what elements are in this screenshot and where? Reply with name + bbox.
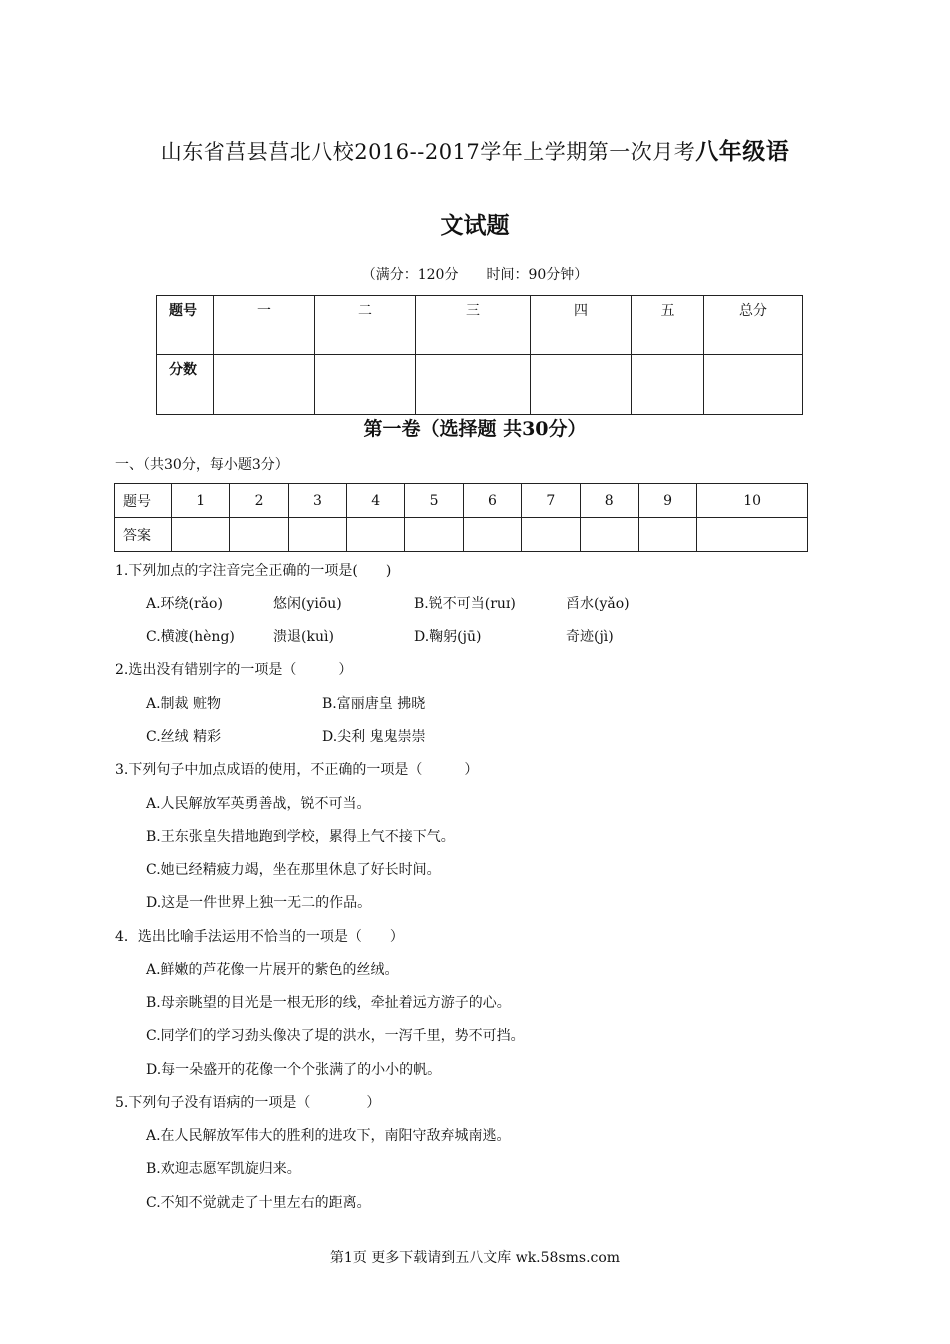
answer-cell xyxy=(522,518,580,552)
q2-option: B.富丽唐皇 拂晓 xyxy=(322,696,426,712)
part-heading: 一、（共30分，每小题3分） xyxy=(115,457,289,473)
answer-table-number-row xyxy=(115,484,808,518)
score-cell xyxy=(315,355,416,415)
score-table-header-row xyxy=(157,296,803,355)
exam-title-line2: 文试题 xyxy=(440,212,510,239)
answer-row1-label: 题号 xyxy=(115,484,172,518)
q1-option: 奇迹(jì) xyxy=(566,629,614,645)
q5-option: A.在人民解放军伟大的胜利的进攻下，南阳守敌弃城南逃。 xyxy=(146,1128,511,1144)
q5-option: C.不知不觉就走了十里左右的距离。 xyxy=(146,1195,371,1211)
score-col: 总分 xyxy=(704,296,803,355)
score-col: 三 xyxy=(416,296,531,355)
answer-number: 2 xyxy=(230,484,288,518)
score-col: 五 xyxy=(632,296,704,355)
answer-table-answer-row xyxy=(115,518,808,552)
q2-option: D.尖利 鬼鬼崇崇 xyxy=(322,729,426,745)
q2-option: A.制裁 赃物 xyxy=(146,696,222,712)
answer-cell xyxy=(230,518,288,552)
score-col: 一 xyxy=(214,296,315,355)
answer-cell xyxy=(405,518,463,552)
q2-option: C.丝绒 精彩 xyxy=(146,729,222,745)
q3-option: C.她已经精疲力竭，坐在那里休息了好长时间。 xyxy=(146,862,441,878)
answer-number: 3 xyxy=(288,484,346,518)
section-title: 第一卷（选择题 共30分） xyxy=(363,418,587,440)
answer-table xyxy=(114,483,808,552)
score-col: 二 xyxy=(315,296,416,355)
answer-number: 6 xyxy=(463,484,521,518)
score-row1-label: 题号 xyxy=(157,296,214,355)
title-normal: 山东省莒县莒北八校2016--2017学年上学期第一次月考 xyxy=(160,140,696,164)
answer-cell xyxy=(638,518,696,552)
score-table-score-row xyxy=(157,355,803,415)
answer-number: 1 xyxy=(172,484,230,518)
question-5-stem: 5.下列句子没有语病的一项是（ ） xyxy=(115,1095,381,1111)
answer-cell xyxy=(288,518,346,552)
score-cell xyxy=(214,355,315,415)
answer-cell xyxy=(580,518,638,552)
answer-cell xyxy=(347,518,405,552)
question-1-stem: 1.下列加点的字注音完全正确的一项是( ) xyxy=(115,563,392,579)
q3-option: B.王东张皇失措地跑到学校，累得上气不接下气。 xyxy=(146,829,455,845)
score-table xyxy=(156,295,803,415)
answer-number: 5 xyxy=(405,484,463,518)
q5-option: B.欢迎志愿军凯旋归来。 xyxy=(146,1161,301,1177)
answer-number: 4 xyxy=(347,484,405,518)
answer-row2-label: 答案 xyxy=(115,518,172,552)
q4-option: B.母亲眺望的目光是一根无形的线，牵扯着远方游子的心。 xyxy=(146,995,511,1011)
q4-option: A.鲜嫩的芦花像一片展开的紫色的丝绒。 xyxy=(146,962,399,978)
score-cell xyxy=(704,355,803,415)
q1-option: 悠闲(yiōu) xyxy=(273,596,342,612)
q1-option: 溃退(kuì) xyxy=(273,629,334,645)
title-bold: 八年级语 xyxy=(695,138,790,165)
answer-number: 9 xyxy=(638,484,696,518)
score-cell xyxy=(531,355,632,415)
q1-option: 舀水(yǎo) xyxy=(566,596,630,612)
answer-number: 8 xyxy=(580,484,638,518)
q4-option: C.同学们的学习劲头像决了堤的洪水，一泻千里，势不可挡。 xyxy=(146,1028,525,1044)
answer-cell xyxy=(463,518,521,552)
page-footer: 第1页 更多下载请到五八文库 wk.58sms.com xyxy=(329,1250,621,1266)
q3-option: A.人民解放军英勇善战，锐不可当。 xyxy=(146,796,371,812)
answer-number: 7 xyxy=(522,484,580,518)
question-4-stem: 4．选出比喻手法运用不恰当的一项是（ ） xyxy=(115,929,404,945)
q3-option: D.这是一件世界上独一无二的作品。 xyxy=(146,895,372,911)
answer-cell xyxy=(697,518,808,552)
q1-option: C.横渡(hèng) xyxy=(146,629,235,645)
q1-option: D.鞠躬(jū) xyxy=(414,629,482,645)
exam-meta: （满分：120分 时间：90分钟） xyxy=(361,267,589,283)
score-col: 四 xyxy=(531,296,632,355)
score-cell xyxy=(416,355,531,415)
answer-number: 10 xyxy=(697,484,808,518)
q1-option: A.环绕(rǎo) xyxy=(146,596,223,612)
exam-title-line1 xyxy=(0,133,950,166)
question-3-stem: 3.下列句子中加点成语的使用，不正确的一项是（ ） xyxy=(115,762,479,778)
score-cell xyxy=(632,355,704,415)
score-row2-label: 分数 xyxy=(157,355,214,415)
q1-option: B.锐不可当(ruɪ) xyxy=(414,596,516,612)
question-2-stem: 2.选出没有错别字的一项是（ ） xyxy=(115,662,353,678)
answer-cell xyxy=(172,518,230,552)
q4-option: D.每一朵盛开的花像一个个张满了的小小的帆。 xyxy=(146,1062,442,1078)
